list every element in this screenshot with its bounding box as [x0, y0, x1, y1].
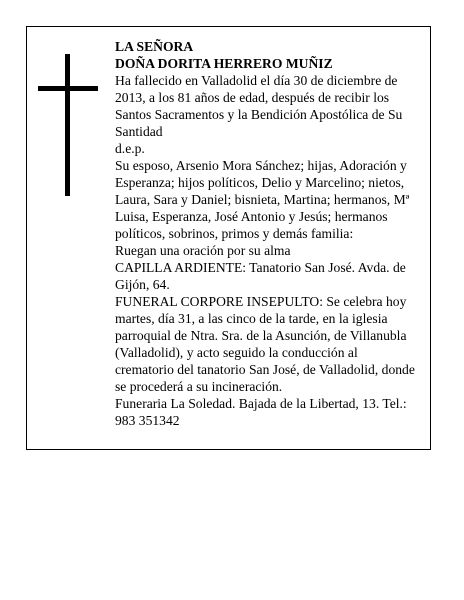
deceased-name: DOÑA DORITA HERRERO MUÑIZ	[115, 56, 333, 71]
funeral-home-info: Funeraria La Soledad. Bajada de la Libertad, 13. Tel.: 983 351342	[115, 396, 407, 428]
chapel-info: CAPILLA ARDIENTE: Tanatorio San José. Avda. de Gijón, 64.	[115, 260, 406, 292]
family-list: Su esposo, Arsenio Mora Sánchez; hijas, Adoración y Esperanza; hijos políticos, Delio y Marcelino; nietos, Laura, Sara y Daniel; bisnieta, Martina; hermanos, Mª Luisa, Esperanza, José Antonio y Jesús; hermanos políticos, sobrinos, primos y demás familia:	[115, 158, 410, 241]
rest-in-peace: d.e.p.	[115, 141, 145, 156]
latin-cross-icon	[38, 54, 98, 196]
prayer-request: Ruegan una oración por su alma	[115, 243, 291, 258]
cross-vertical-bar	[65, 54, 70, 196]
death-announcement: Ha fallecido en Valladolid el día 30 de diciembre de 2013, a los 81 años de edad, después de recibir los Santos Sacramentos y la Bendición Apostólica de Su Santidad	[115, 73, 403, 139]
notice-title: LA SEÑORA	[115, 39, 194, 54]
funeral-info: FUNERAL CORPORE INSEPULTO: Se celebra hoy martes, día 31, a las cinco de la tarde, en la iglesia parroquial de Ntra. Sra. de la Asunción, de Villanubla (Valladolid), y acto seguido la conducción al crematorio del tanatorio San José, de Valladolid, donde se procederá a su incineración.	[115, 294, 415, 394]
obituary-text	[115, 38, 415, 429]
cross-horizontal-bar	[38, 86, 98, 91]
